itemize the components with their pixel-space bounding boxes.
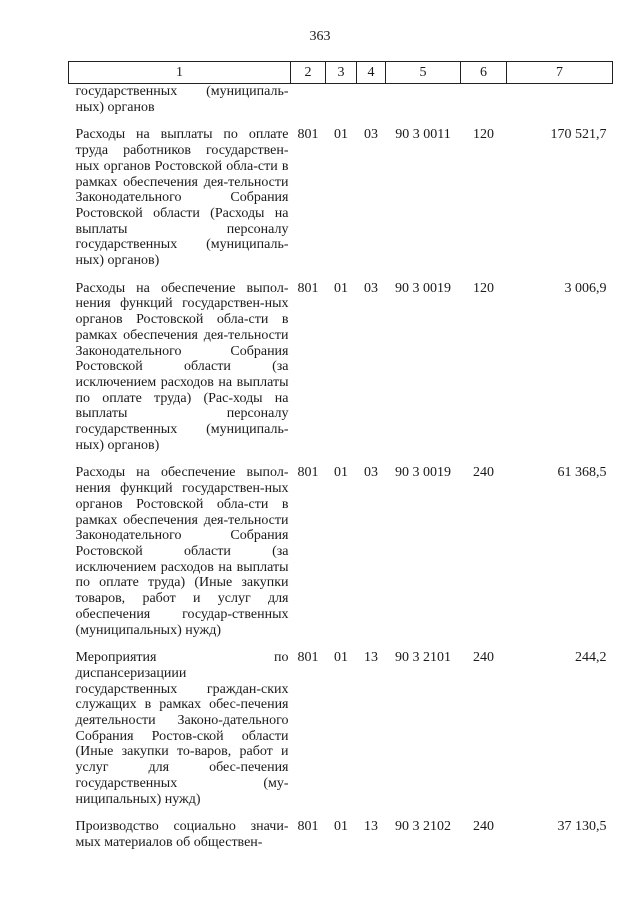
table-row <box>69 819 613 862</box>
table-row <box>69 84 613 128</box>
row-amount: 37 130,5 <box>557 819 607 835</box>
row-gov: 801 <box>297 819 319 835</box>
column-header-gov: 2 <box>291 62 326 84</box>
row-target: 90 3 2102 <box>395 819 451 835</box>
row-description: государственных (муниципаль-ных) органов <box>75 84 289 115</box>
row-target: 90 3 0011 <box>395 127 451 143</box>
row-gov: 801 <box>297 280 319 296</box>
row-expense-type: 240 <box>473 465 494 481</box>
column-header-expense-type: 6 <box>461 62 507 84</box>
row-section: 01 <box>334 819 348 835</box>
row-section: 01 <box>334 280 348 296</box>
row-amount <box>507 84 613 128</box>
column-header-target: 5 <box>386 62 461 84</box>
row-amount: 170 521,7 <box>550 127 607 143</box>
row-target <box>386 84 461 128</box>
row-target: 90 3 0019 <box>395 280 451 296</box>
row-expense-type: 240 <box>473 819 494 835</box>
row-description: Производство социально значи-мых материалов об обществен- <box>75 819 289 850</box>
table-row <box>69 281 613 466</box>
row-subsection: 03 <box>364 127 378 143</box>
row-section: 01 <box>334 465 348 481</box>
column-number-header-row <box>69 62 613 84</box>
row-target: 90 3 2101 <box>395 650 451 666</box>
row-expense-type <box>461 84 507 128</box>
row-subsection: 13 <box>364 819 378 835</box>
row-subsection <box>357 84 386 128</box>
row-amount: 3 006,9 <box>564 280 607 296</box>
page-number: 363 <box>309 29 331 44</box>
row-description: Расходы на обеспечение выпол-нения функций государствен-ных органов Ростовской обла-сти в рамках обеспечения дея-тельности Законодательного Собрания Ростовской области (за исключением расходов на выплаты по оплате труда) (Иные закупки товаров, работ и услуг для обеспечения государ-ственных (муниципальных) нужд) <box>75 465 289 638</box>
table-row <box>69 650 613 819</box>
row-amount: 61 368,5 <box>557 465 607 481</box>
row-expense-type: 240 <box>473 650 494 666</box>
row-gov <box>291 84 326 128</box>
row-subsection: 03 <box>364 280 378 296</box>
row-target: 90 3 0019 <box>395 465 451 481</box>
row-subsection: 13 <box>364 650 378 666</box>
row-amount: 244,2 <box>575 650 607 666</box>
row-expense-type: 120 <box>473 280 494 296</box>
row-section: 01 <box>334 650 348 666</box>
row-description: Расходы на обеспечение выпол-нения функций государствен-ных органов Ростовской обла-сти в рамках обеспечения дея-тельности Законодательного Собрания Ростовской области (за исключением расходов на выплаты по оплате труда) (Рас-ходы на выплаты персоналу государственных (муниципаль-ных) органов) <box>75 280 289 453</box>
budget-table <box>68 61 613 863</box>
row-gov: 801 <box>297 465 319 481</box>
row-section: 01 <box>334 127 348 143</box>
column-header-amount: 7 <box>507 62 613 84</box>
column-header-description: 1 <box>69 62 291 84</box>
table-row <box>69 127 613 280</box>
row-section <box>326 84 357 128</box>
table-row <box>69 465 613 650</box>
row-gov: 801 <box>297 650 319 666</box>
row-subsection: 03 <box>364 465 378 481</box>
column-header-section: 3 <box>326 62 357 84</box>
row-expense-type: 120 <box>473 127 494 143</box>
row-gov: 801 <box>297 127 319 143</box>
row-description: Мероприятия по диспансеризациии государственных граждан-ских служащих в рамках обес-печения деятельности Законо-дательного Собрания Ростов-ской области (Иные закупки то-варов, работ и услуг для обес-печения государственных (му-ниципальных) нужд) <box>75 650 289 807</box>
row-description: Расходы на выплаты по оплате труда работников государствен-ных органов Ростовской обла-сти в рамках обеспечения дея-тельности Законодательного Собрания Ростовской области (Расходы на выплаты персоналу государственных (муниципаль-ных) органов) <box>75 127 289 269</box>
column-header-subsection: 4 <box>357 62 386 84</box>
